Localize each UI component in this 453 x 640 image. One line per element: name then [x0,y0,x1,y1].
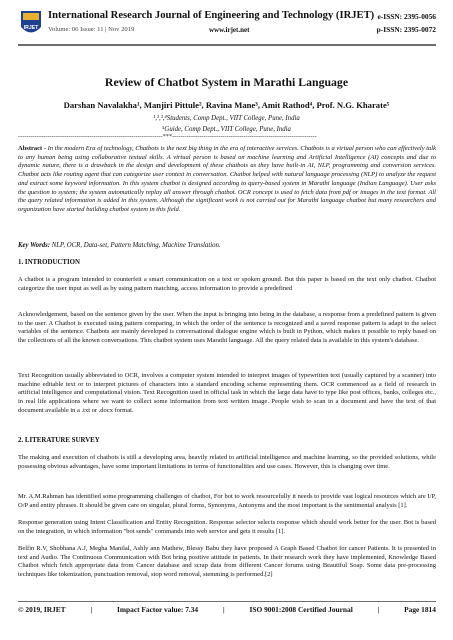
footer-iso: ISO 9001:2008 Certified Journal [249,605,353,614]
page-footer [18,605,436,614]
keywords-label: Key Words: [18,242,51,249]
irjet-logo-icon [18,9,44,39]
footer-sep: | [377,605,380,614]
paragraph-survey-3: Response generation using Intent Classification and Entity Recognition. Response selector selects response which should work better for the user. Bot is based on the integration, in which information "bot sends" commands into web service and gets it results [1]. [18,519,436,535]
abstract [18,145,436,215]
separator-line: ---------------------------------------------------------------------***--------------------------------------------------------------------- [18,134,317,140]
paragraph-survey-2: Mr. A.M.Rahman has identified some programming challenges of chatbot, For bot to work resourcefully it needs to provide vast logical resources which are I/P, O/P and entity phrases. It should be given care on singular, plural forms, Synonyms, Antonyms and the most important is the sentimental analysis [1]. [18,493,436,509]
journal-header [18,9,436,43]
paragraph-survey-1: The making and execution of chatbots is still a developing area, heavily related to artificial intelligence and machine learning, so the provided solutions, while possessing obvious advantages, have some important limitations in terms of functionalities and use cases. However, this is changing over time. [18,454,436,470]
author-list: Darshan Navalakha¹, Manjiri Pittule², Ravina Mane³, Amit Rathod⁴, Prof. N.G. Kharate⁵ [63,100,390,110]
abstract-text: In the modern Era of technology, Chatbots is the next big thing in the era of interactive services. Chatbots is a virtual person who can effectively talk to any human being using collaborative textual skills. A virtual person is based on machine learning and Artificial Intelligence (AI) concepts and due to dynamic nature, there is a drawback in the design and development of these chatbots as they have built-in AI, NLP, programming and conversion services. Chatbot acts like routing agent that can categorize user context in conversation. Chatbot helped with natural language processing (NLP) to analyze the request and extract some keyword information. In this system chatbot is designed according to query-based system in Marathi language (Indian Language). User asks the question to system; the system automatically replay all answer through chatbot. OCR concept is used to fetch data from pdf or images in the text format. All the query related information is added in this system. Although the significant work is not carried out for Marathi language chatbot but many researchers and organization have started building chatbot system in this field. [18,145,436,213]
footer-divider [18,601,436,602]
e-issn: e-ISSN: 2395-0056 [377,12,436,21]
section-heading-introduction: 1. INTRODUCTION [18,259,81,266]
paragraph-intro-2: Acknowledgement, based on the sentence given by the user. When the input is bringing into being in the database, a response from a predefined pattern is given to the user. A Chatbot is executed using pattern comparing, in which the order of the sentence is recognized and a saved response pattern is adapt to the select variables of the sentence. Chatbots are mainly developed is conversational dialogue engine which is built in Python, which makes it possible to reply based on the collections of all the known conversations. This chatbot system uses Marathi language. All the query related data is available in this system's database. [18,311,436,345]
paragraph-intro-1: A chatbot is a program intended to counterfeit a smart communication on a text or spoken ground. But this paper is based on the text only chatbot. Chatbot categorize the user input as well as by using pattern matching, access information to provide a predefined [18,276,436,292]
journal-url[interactable]: www.irjet.net [209,26,250,34]
keywords-text: NLP, OCR, Data-set, Pattern Matching, Machine Translation. [50,242,221,249]
abstract-label: Abstract - [18,145,46,152]
section-heading-literature-survey: 2. LITERATURE SURVEY [18,437,100,444]
header-divider [18,44,436,46]
affiliation-guide: ⁵Guide, Comp Dept., VIIT College, Pune, India [162,126,291,133]
paper-title: Review of Chatbot System in Marathi Language [104,75,349,89]
p-issn: p-ISSN: 2395-0072 [376,25,436,34]
affiliation-students: ¹,²,³,⁴Students, Comp Dept., VIIT College, Pune, India [153,115,300,122]
journal-title: International Research Journal of Engineering and Technology (IRJET) [48,10,375,21]
paragraph-intro-3: Text Recognition usually abbreviated to OCR, involves a computer system intended to interpret images of typewritten text (usually captured by a scanner) into machine editable text or to interpret pictures of characters into a standard encoding scheme representing them. OCR commenced as a field of research in artificial intelligence and computational vision. Text Recognition used in official task in which the large data have to type like post offices, banks, colleges etc., in real life applications where we want to collect some information from text written image. People wish to scan in a document and have the text of that document available in a .txt or .docx format. [18,372,436,414]
volume-issue: Volume: 06 Issue: 11 | Nov 2019 [48,26,135,33]
footer-impact-factor: Impact Factor value: 7.34 [116,605,199,614]
footer-sep: | [223,605,225,614]
keywords [18,242,436,251]
footer-sep: | [90,605,93,614]
footer-page-number: Page 1814 [404,605,436,614]
footer-copyright: © 2019, IRJET [18,605,66,614]
paragraph-survey-4: Belfin R.V, Shobhana A.J, Megha Manilal, Ashly ann Mathew, Blessy Babu they have proposed A Graph Based Chatbot for cancer Patients. It is presented in text and Audio. The Continuous Communication with Bot bring positive attitude in patients. In their research work they have implemented, Knowledge Based Chatbot which fetch appropriate data from Cancer database and scrap data from different Cancer forums using Beautiful Soap. Some data pre-processing techniques like tokenization, punctuation removal, stop word removal, stemming is performed.[2] [18,545,436,579]
svg-text:IRJET: IRJET [23,25,39,31]
